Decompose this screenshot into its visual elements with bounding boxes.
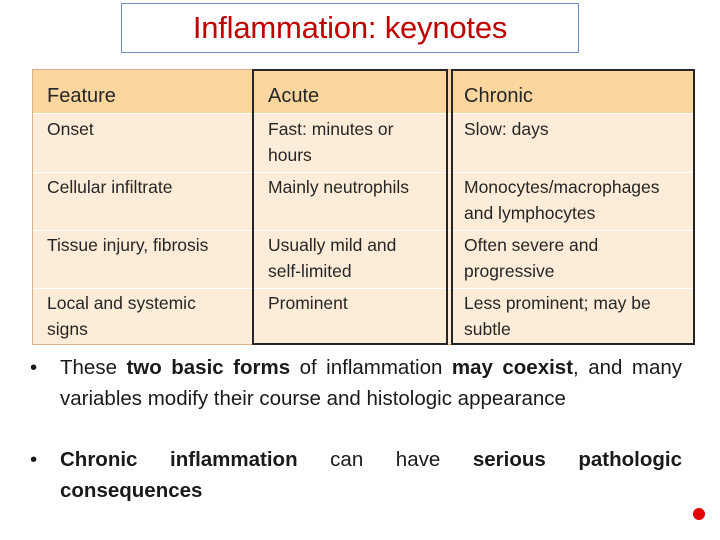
comparison-table [32,69,694,345]
bullet-item [30,444,682,506]
row-divider [33,113,693,114]
table-header-row [33,70,693,113]
cell-acute-signs [268,290,348,316]
bullet-text: These [60,356,127,379]
bullet-text: of inflammation [290,356,452,379]
page-title: Inflammation: keynotes [192,10,508,45]
cell-line: Tissue injury, fibrosis [47,235,209,255]
cell-feature-injury [47,232,208,258]
bullet-emphasis: two basic forms [126,356,291,379]
bullet-emphasis: serious pathologic consequences [60,448,682,502]
row-divider [33,172,693,173]
cell-acute-infiltrate [268,174,409,200]
header-chronic: Chronic [464,85,533,107]
cell-chronic-infiltrate [464,174,660,226]
cell-line: Less prominent; may be [464,293,651,313]
cell-line: Prominent [268,293,348,313]
bullet-text: can have [297,448,473,471]
cell-line: Cellular infiltrate [47,177,173,197]
cell-line: Slow: days [464,119,549,139]
cell-feature-signs [47,290,196,342]
cell-line: subtle [464,319,511,339]
row-divider [33,288,693,289]
cell-chronic-onset [464,116,549,142]
cell-line: hours [268,145,312,165]
cell-line: self-limited [268,261,352,281]
bullet-text: , and many variables modify their course and histologic appearance [60,356,683,410]
cell-line: Fast: minutes or [268,119,394,139]
cell-line: progressive [464,261,555,281]
bullet-marker: • [30,448,38,471]
cell-line: Local and systemic [47,293,196,313]
cell-line: Monocytes/macrophages [464,177,660,197]
bullet-item [30,352,682,414]
cell-line: Mainly neutrophils [268,177,410,197]
cell-line: Onset [47,119,94,139]
bullet-emphasis: Chronic inflammation [60,448,298,471]
cell-feature-onset [47,116,94,142]
header-feature: Feature [47,85,116,107]
cell-acute-onset [268,116,393,168]
cell-line: signs [47,319,88,339]
row-divider [33,230,693,231]
cell-chronic-injury [464,232,598,284]
bullet-list [30,352,682,506]
cell-line: and lymphocytes [464,203,596,223]
title-box [121,3,579,53]
cell-line: Usually mild and [268,235,397,255]
header-acute: Acute [268,85,320,107]
cell-line: Often severe and [464,235,599,255]
red-dot-marker [693,508,705,520]
cell-acute-injury [268,232,396,284]
cell-chronic-signs [464,290,651,342]
cell-feature-infiltrate [47,174,172,200]
bullet-emphasis: may coexist [451,356,574,379]
bullet-marker: • [30,356,38,379]
